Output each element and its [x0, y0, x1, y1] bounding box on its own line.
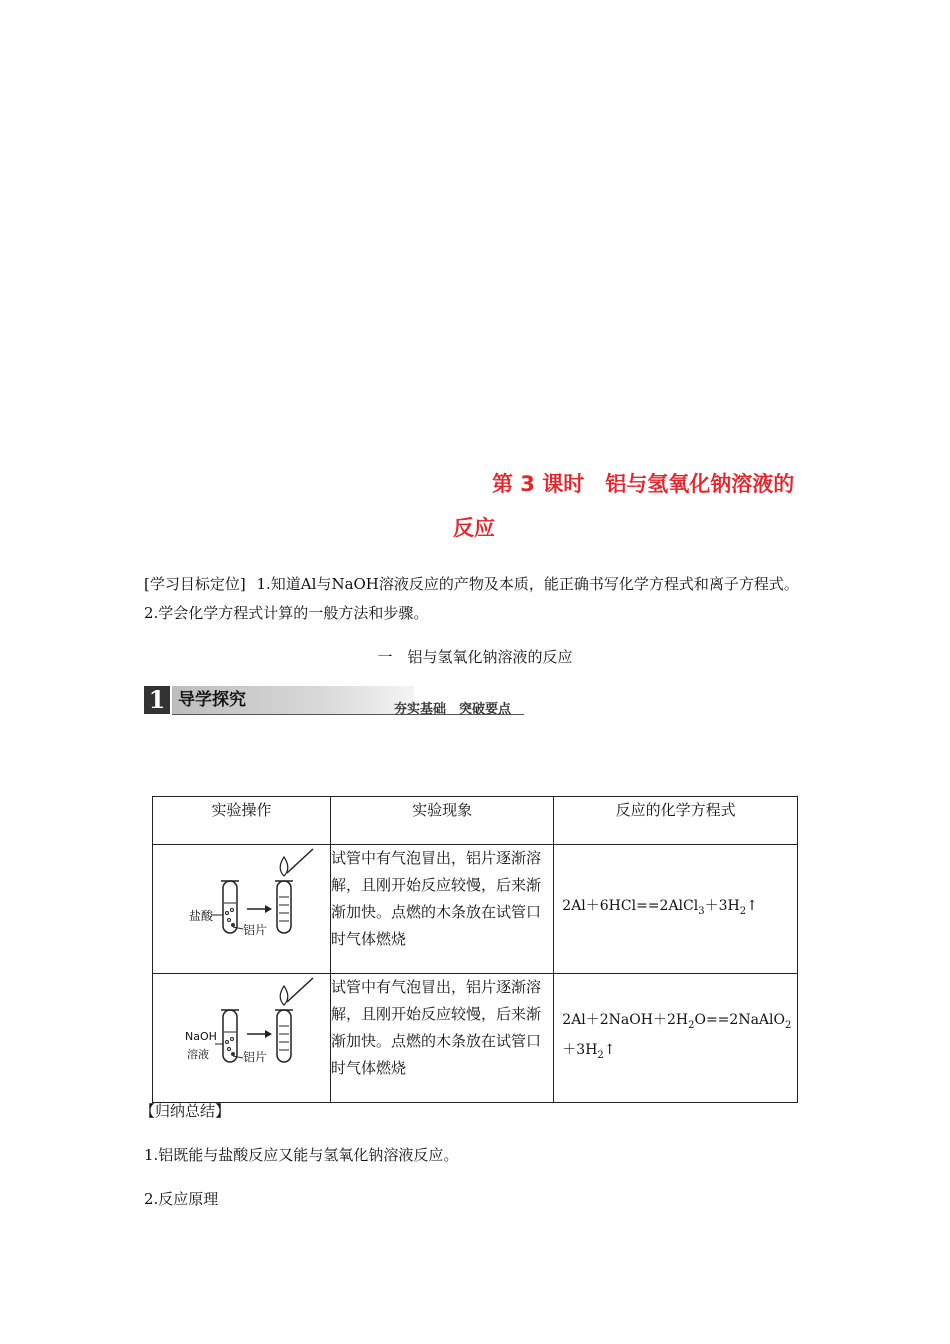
- summary-point-1: 1.铝既能与盐酸反应又能与氢氧化钠溶液反应。: [144, 1146, 459, 1164]
- table-row: [153, 974, 798, 1103]
- gas-arrow: ↑: [746, 898, 758, 915]
- equation-text: 2Al＋6HCl==2AlCl: [562, 898, 699, 915]
- reagent-label: 溶液: [187, 1048, 209, 1061]
- gas-arrow: ↑: [603, 1042, 616, 1058]
- equation-text: 2Al＋2NaOH＋2H: [562, 1012, 689, 1029]
- banner-number: 1: [144, 686, 170, 714]
- operation-cell: [153, 974, 331, 1103]
- summary-label: 【归纳总结】: [140, 1102, 231, 1120]
- lesson-title-continued: 反应: [453, 516, 495, 540]
- learning-objectives: [144, 570, 808, 628]
- phenomenon-cell: 试管中有气泡冒出，铝片逐渐溶解，且刚开始反应较慢，后来渐渐加快。点燃的木条放在试管口时气体燃烧: [331, 974, 554, 1103]
- equation-subscript: 2: [597, 1049, 604, 1061]
- header-operation: 实验操作: [153, 797, 331, 845]
- table-row: [153, 845, 798, 974]
- section-heading: 一 铝与氢氧化钠溶液的反应: [377, 648, 573, 666]
- equation-text: ＋3H: [704, 898, 740, 915]
- naoh-experiment-diagram: [153, 974, 330, 1102]
- equation-subscript: 2: [784, 1020, 792, 1031]
- reagent-label: NaOH: [185, 1030, 217, 1043]
- header-equation: 反应的化学方程式: [554, 797, 798, 845]
- test-tube-diagram: [153, 845, 330, 973]
- phenomenon-cell: 试管中有气泡冒出，铝片逐渐溶解，且刚开始反应较慢，后来渐渐加快。点燃的木条放在试管口时气体燃烧: [331, 845, 554, 974]
- equation-text: ＋3H: [562, 1042, 598, 1058]
- hcl-experiment-diagram: [153, 845, 330, 973]
- equation-subscript: 3: [698, 905, 705, 917]
- banner-subtitle: 夯实基础 突破要点: [394, 702, 512, 717]
- objectives-text: 1.知道Al与NaOH溶液反应的产物及本质，能正确书写化学方程式和离子方程式。2.学会化学方程式计算的一般方法和步骤。: [144, 575, 799, 622]
- test-tube-diagram: [153, 974, 330, 1102]
- metal-label: 铝片: [243, 923, 268, 937]
- equation-subscript: 2: [739, 905, 747, 917]
- objectives-label: [学习目标定位]: [144, 575, 246, 593]
- equation-cell: [554, 845, 798, 974]
- banner-title: 导学探究: [172, 686, 414, 714]
- metal-label: 铝片: [243, 1050, 268, 1064]
- equation-subscript: 2: [688, 1020, 695, 1031]
- header-phenomenon: 实验现象: [331, 797, 554, 845]
- summary-point-2: 2.反应原理: [144, 1190, 219, 1208]
- experiment-table: [152, 796, 798, 1103]
- table-header-row: [153, 797, 798, 845]
- reagent-label: 盐酸: [189, 909, 214, 923]
- operation-cell: [153, 845, 331, 974]
- lesson-title: 第 3 课时 铝与氢氧化钠溶液的: [492, 472, 795, 496]
- equation-text: O==2NaAlO: [694, 1012, 785, 1029]
- equation-cell: [554, 974, 798, 1103]
- guided-study-banner: [144, 686, 524, 716]
